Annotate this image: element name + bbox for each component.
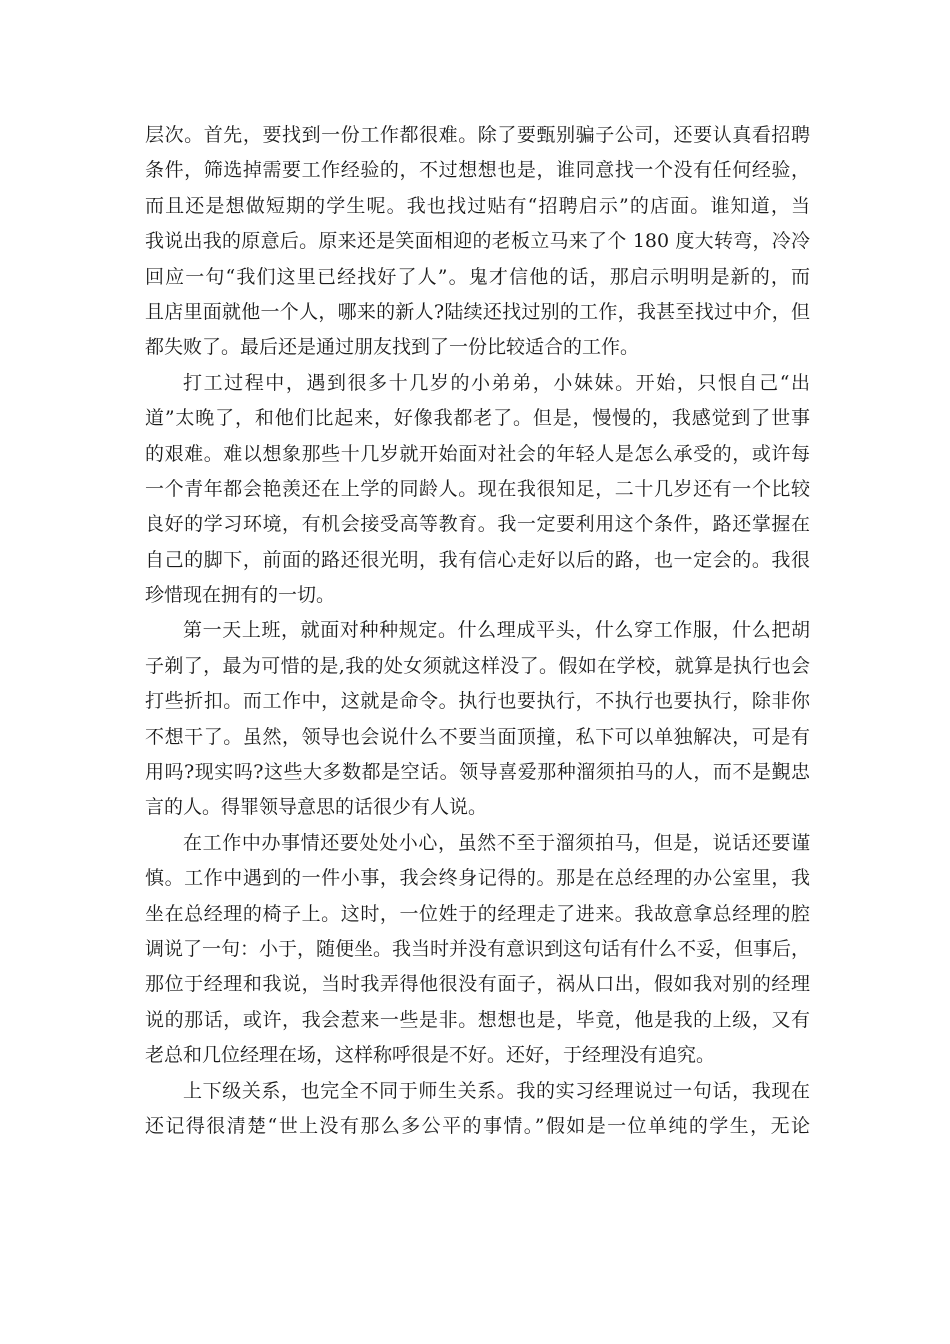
- text-line: 条件，筛选掉需要工作经验的，不过想想也是，谁同意找一个没有任何经验，: [145, 159, 810, 182]
- text-line: 言的人。得罪领导意思的话很少有人说。: [145, 796, 488, 819]
- text-line: 不想干了。虽然，领导也会说什么不要当面顶撞，私下可以单独解决，可是有: [145, 725, 810, 748]
- text-line: 调说了一句：小于，随便坐。我当时并没有意识到这句话有什么不妥，但事后，: [145, 937, 811, 960]
- text-line: 都失败了。最后还是通过朋友找到了一份比较适合的工作。: [145, 336, 640, 359]
- paragraph-first-line: 在工作中办事情还要处处小心，虽然不至于溜须拍马，但是，说话还要谨: [183, 831, 810, 854]
- text-line: 那位于经理和我说，当时我弄得他很没有面子，祸从口出，假如我对别的经理: [145, 973, 810, 996]
- text-line: 的艰难。难以想象那些十几岁就开始面对社会的年轻人是怎么承受的，或许每: [145, 442, 810, 465]
- paragraph-first-line: 上下级关系，也完全不同于师生关系。我的实习经理说过一句话，我现在: [183, 1079, 810, 1102]
- text-line: 良好的学习环境，有机会接受高等教育。我一定要利用这个条件，路还掌握在: [145, 513, 810, 536]
- text-line: 打些折扣。而工作中，这就是命令。执行也要执行，不执行也要执行，除非你: [145, 690, 810, 713]
- text-line: 子剃了，最为可惜的是,我的处女须就这样没了。假如在学校，就算是执行也会: [145, 654, 810, 677]
- text-line: 层次。首先，要找到一份工作都很难。除了要甄别骗子公司，还要认真看招聘: [145, 124, 810, 146]
- text-line: 道”太晚了，和他们比起来，好像我都老了。但是，慢慢的，我感觉到了世事: [145, 407, 810, 430]
- text-line: 坐在总经理的椅子上。这时，一位姓于的经理走了进来。我故意拿总经理的腔: [145, 902, 810, 925]
- text-line: 说的那话，或许，我会惹来一些是非。想想也是，毕竟，他是我的上级，又有: [145, 1008, 810, 1031]
- body-text: [145, 118, 810, 1144]
- text-line: 而且还是想做短期的学生呢。我也找过贴有“招聘启示”的店面。谁知道，当: [145, 194, 810, 217]
- paragraph-first-line: 第一天上班，就面对种种规定。什么理成平头，什么穿工作服，什么把胡: [183, 619, 810, 642]
- text-line: 老总和几位经理在场，这样称呼很是不好。还好，于经理没有追究。: [145, 1044, 716, 1067]
- paragraph-first-line: 打工过程中，遇到很多十几岁的小弟弟，小妹妹。开始，只恨自己“出: [183, 371, 810, 394]
- text-line: 用吗?现实吗?这些大多数都是空话。领导喜爱那种溜须拍马的人，而不是覲忠: [145, 761, 810, 784]
- text-line: 回应一句“我们这里已经找好了人”。鬼才信他的话，那启示明明是新的，而: [145, 265, 810, 288]
- text-line: 且店里面就他一个人，哪来的新人?陆续还找过别的工作，我甚至找过中介，但: [145, 300, 810, 323]
- text-line: 我说出我的原意后。原来还是笑面相迎的老板立马来了个 180 度大转弯，冷冷: [145, 230, 810, 253]
- text-line: 一个青年都会艳羡还在上学的同龄人。现在我很知足，二十几岁还有一个比较: [145, 477, 810, 500]
- text-line: 还记得很清楚“世上没有那么多公平的事情。”假如是一位单纯的学生，无论: [145, 1114, 810, 1137]
- text-line: 自己的脚下，前面的路还很光明，我有信心走好以后的路，也一定会的。我很: [145, 548, 810, 571]
- text-line: 慎。工作中遇到的一件小事，我会终身记得的。那是在总经理的办公室里，我: [145, 867, 810, 890]
- text-line: 珍惜现在拥有的一切。: [145, 584, 336, 607]
